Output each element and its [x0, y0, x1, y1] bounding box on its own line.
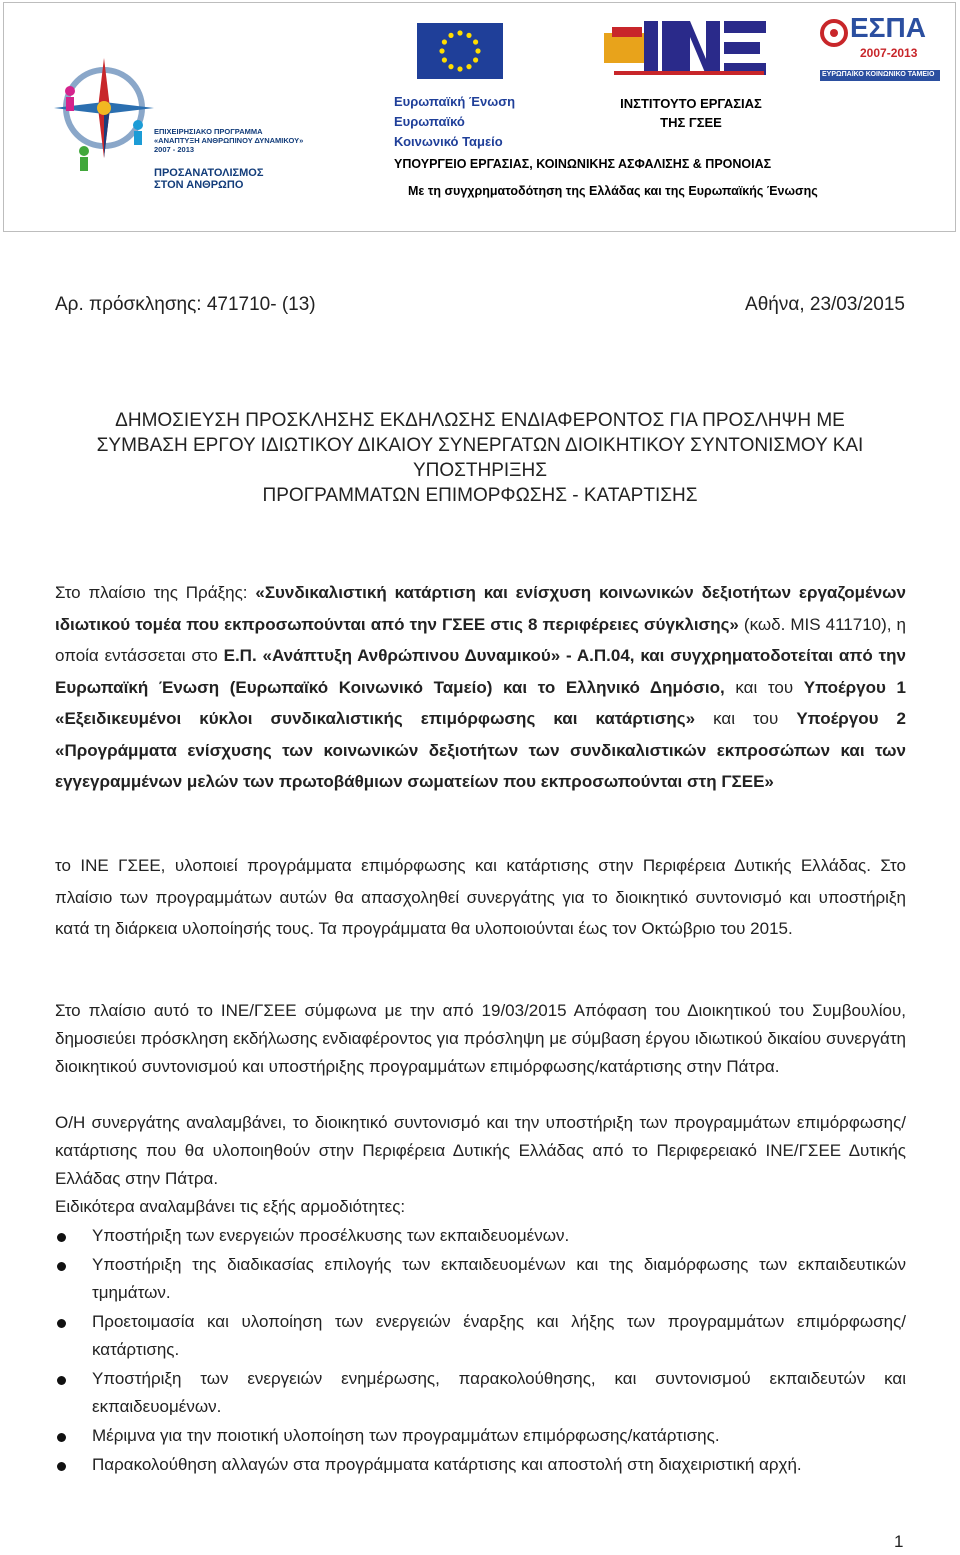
letterhead: [3, 2, 956, 232]
title-line: ΥΠΟΣΤΗΡΙΞΗΣ: [412, 460, 547, 481]
p1-subproject-2: Υποέργου 2 «Προγράμματα ενίσχυσης των κοινωνικών δεξιοτήτων των συνδικαλιστικών εκπροσώπων και των εγγεγραμμένων μελών των πρωτοβάθμιων σωματείων που εκπροσωπούνται στη ΓΣΕΕ»: [55, 709, 907, 791]
document-title: [40, 408, 920, 508]
ministry-line: ΥΠΟΥΡΓΕΙΟ ΕΡΓΑΣΙΑΣ, ΚΟΙΝΩΝΙΚΗΣ ΑΣΦΑΛΙΣΗΣ & ΠΡΟΝΟΙΑΣ: [394, 157, 772, 171]
title-line: ΣΥΜΒΑΣΗ ΕΡΓΟΥ ΙΔΙΩΤΙΚΟΥ ΔΙΚΑΙΟΥ ΣΥΝΕΡΓΑΤΩΝ ΔΙΟΙΚΗΤΙΚΟΥ ΣΥΝΤΟΝΙΣΜΟΥ ΚΑΙ: [96, 435, 864, 456]
list-item: Μέριμνα για την ποιοτική υλοποίηση των προγραμμάτων επιμόρφωσης/κατάρτισης.: [55, 1422, 906, 1450]
espa-title: ΕΣΠΑ: [850, 12, 926, 43]
list-item: Υποστήριξη της διαδικασίας επιλογής των εκπαιδευομένων και της διαμόρφωσης των εκπαιδευτικών τμημάτων.: [55, 1251, 906, 1307]
p1-text-g: και του: [695, 709, 797, 728]
ine-logo: [604, 13, 774, 83]
p1-text-e: και του: [724, 677, 804, 697]
eu-flag-icon: [417, 23, 503, 79]
list-item: Υποστήριξη των ενεργειών προσέλκυσης των εκπαιδευομένων.: [55, 1222, 906, 1250]
espa-logo: [820, 13, 940, 81]
page-number: 1: [894, 1532, 904, 1551]
paragraph-5: Ειδικότερα αναλαμβάνει τις εξής αρμοδιότητες:: [55, 1197, 406, 1216]
p1-action-title: «Συνδικαλιστική κατάρτιση και ενίσχυση κοινωνικών δεξιοτήτων εργαζομένων ιδιωτικού τομέα που εκπροσωπούνται από την ΓΣΕΕ στις 8 περιφέρειες σύγκλισης»: [55, 583, 906, 634]
programme-title: ΠΡΟΣΑΝΑΤΟΛΙΣΜΟΣ ΣΤΟΝ ΑΝΘΡΩΠΟ: [154, 167, 264, 191]
eu-caption: [394, 92, 515, 152]
ine-line-2: ΤΗΣ ΓΣΕΕ: [660, 115, 722, 130]
cofinance-line: Με τη συγχρηματοδότηση της Ελλάδας και της Ευρωπαϊκής Ένωσης: [408, 184, 818, 198]
espa-caption: ΕΥΡΩΠΑΪΚΟ ΚΟΙΝΩΝΙΚΟ ΤΑΜΕΙΟ: [822, 71, 935, 78]
call-date: Αθήνα, 23/03/2015: [745, 294, 905, 315]
eu-line-2: Ευρωπαϊκό: [394, 114, 465, 129]
title-line: ΠΡΟΓΡΑΜΜΑΤΩΝ ΕΠΙΜΟΡΦΩΣΗΣ - ΚΑΤΑΡΤΙΣΗΣ: [262, 485, 698, 506]
p1-text-a: Στο πλαίσιο της Πράξης:: [55, 583, 256, 602]
eu-line-1: Ευρωπαϊκή Ένωση: [394, 94, 516, 109]
paragraph-4: Ο/Η συνεργάτης αναλαμβάνει, το διοικητικό συντονισμό και την υποστήριξη των προγραμμάτων επιμόρφωσης/κατάρτισης που θα υλοποιηθούν στην Περιφέρεια Δυτικής Ελλάδας από το Περιφερειακό ΙΝΕ/ΓΣΕΕ Δυτικής Ελλάδας στην Πάτρα.: [55, 1113, 906, 1188]
p1-subproject-1: Υποέργου 1 «Εξειδικευμένοι κύκλοι συνδικαλιστικής επιμόρφωσης και κατάρτισης»: [55, 677, 906, 728]
list-item: Παρακολούθηση αλλαγών στα προγράμματα κατάρτισης και αποστολή στη διαχειριστική αρχή.: [55, 1451, 906, 1479]
eu-line-3: Κοινωνικό Ταμείο: [394, 134, 503, 149]
operational-programme-logo: [54, 53, 304, 193]
ine-line-1: ΙΝΣΤΙΤΟΥΤΟ ΕΡΓΑΣΙΑΣ: [620, 96, 762, 111]
compass-icon: [54, 53, 154, 183]
p1-text-c: (κωδ. MIS 411710), η οποία εντάσσεται στο: [55, 614, 906, 665]
paragraph-1: [55, 577, 906, 798]
ine-caption: [606, 94, 776, 132]
p1-programme: Ε.Π. «Ανάπτυξη Ανθρώπινου Δυναμικού» - Α.Π.04, και συγχρηματοδοτείται από την Ευρωπαϊκή Ένωση (Ευρωπαϊκό Κοινωνικό Ταμείο) και το Ελληνικό Δημόσιο,: [55, 646, 906, 697]
list-item: Προετοιμασία και υλοποίηση των ενεργειών έναρξης και λήξης των προγραμμάτων επιμόρφωσης/κατάρτισης.: [55, 1308, 906, 1364]
title-line: ΔΗΜΟΣΙΕΥΣΗ ΠΡΟΣΚΛΗΣΗΣ ΕΚΔΗΛΩΣΗΣ ΕΝΔΙΑΦΕΡΟΝΤΟΣ ΓΙΑ ΠΡΟΣΛΗΨΗ ΜΕ: [115, 410, 845, 431]
paragraph-3: Στο πλαίσιο αυτό το ΙΝΕ/ΓΣΕΕ σύμφωνα με την από 19/03/2015 Απόφαση του Διοικητικού του Συμβουλίου, δημοσιεύει πρόσκληση εκδήλωσης ενδιαφέροντος για πρόσληψη με σύμβαση έργου ιδιωτικού δικαίου συνεργάτη διοικητικού συντονισμού και υποστήριξης προγραμμάτων επιμόρφωσης/κατάρτισης στην Πάτρα.: [55, 1001, 906, 1076]
call-reference: Αρ. πρόσκλησης: 471710- (13): [55, 294, 316, 315]
duties-list: [55, 1222, 906, 1480]
espa-years: 2007-2013: [860, 46, 918, 60]
paragraph-2: το ΙΝΕ ΓΣΕΕ, υλοποιεί προγράμματα επιμόρφωσης και κατάρτισης στην Περιφέρεια Δυτικής Ελλάδας. Στο πλαίσιο των προγραμμάτων αυτών θα απασχοληθεί συνεργάτης για το διοικητικό συντονισμό και υποστήριξη κατά τη διάρκεια υλοποίησής τους. Τα προγράμματα θα υλοποιούνται έως τον Οκτώβριο του 2015.: [55, 856, 906, 938]
programme-subtitle: ΕΠΙΧΕΙΡΗΣΙΑΚΟ ΠΡΟΓΡΑΜΜΑ «ΑΝΑΠΤΥΞΗ ΑΝΘΡΩΠΙΝΟΥ ΔΥΝΑΜΙΚΟΥ» 2007 - 2013: [154, 127, 304, 154]
list-item: Υποστήριξη των ενεργειών ενημέρωσης, παρακολούθησης, και συντονισμού εκπαιδευτών και εκπαιδευομένων.: [55, 1365, 906, 1421]
